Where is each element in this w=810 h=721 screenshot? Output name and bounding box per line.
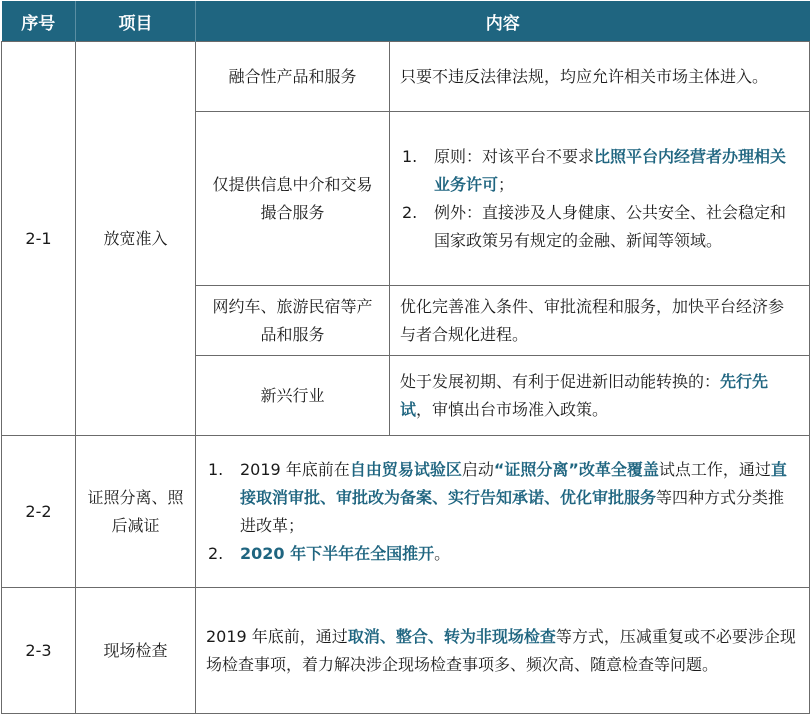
highlight-text: 先行先试 xyxy=(400,371,769,419)
sub-item-label: 融合性产品和服务 xyxy=(196,42,390,112)
content-text: 等方式，压减重复或不必要涉企现场检查事项，着力解决涉企现场检查事项多、频次高、随意检查等问题。 xyxy=(206,626,796,674)
row-number: 2-3 xyxy=(2,588,76,714)
sub-item-content: 优化完善准入条件、审批流程和服务，加快平台经济参与者合规化进程。 xyxy=(390,286,810,356)
content-list xyxy=(206,456,799,568)
table-header-row xyxy=(2,1,810,42)
table-row xyxy=(2,42,810,112)
list-text: 原则：对该平台不要求 xyxy=(434,146,595,166)
highlight-text: 自由贸易试验区 xyxy=(349,459,462,479)
header-number: 序号 xyxy=(2,1,76,42)
sub-item-label: 仅提供信息中介和交易撮合服务 xyxy=(196,112,390,286)
row-number: 2-2 xyxy=(2,436,76,588)
list-text: 启动 xyxy=(461,459,494,479)
list-number: 1. xyxy=(402,146,418,166)
list-text: ； xyxy=(498,174,515,194)
content-text: 处于发展初期、有利于促进新旧动能转换的： xyxy=(400,371,721,391)
table-row xyxy=(2,436,810,588)
list-item xyxy=(400,143,799,199)
content-text: ，审慎出台市场准入政策。 xyxy=(416,399,609,419)
list-text: 。 xyxy=(434,543,451,563)
row-item: 证照分离、照后减证 xyxy=(76,436,196,588)
list-number: 1. xyxy=(208,459,224,479)
list-item xyxy=(206,456,799,540)
list-number: 2. xyxy=(208,543,224,563)
list-item xyxy=(206,540,799,568)
row-item: 现场检查 xyxy=(76,588,196,714)
list-item xyxy=(400,199,799,255)
list-text: 例外：直接涉及人身健康、公共安全、社会稳定和国家政策另有规定的金融、新闻等领域。 xyxy=(434,202,787,250)
header-content: 内容 xyxy=(196,1,810,42)
sub-item-content xyxy=(390,112,810,286)
content-text: 2019 年底前，通过 xyxy=(206,626,348,646)
content-list xyxy=(400,143,799,255)
highlight-text: 比照平台内经营者办理相关业务许可 xyxy=(434,146,787,194)
list-text: 试点工作，通过 xyxy=(658,459,771,479)
sub-item-content xyxy=(390,356,810,436)
highlight-text: 取消、整合、转为非现场检查 xyxy=(347,626,556,646)
highlight-text: 2020 年下半年在全国推开 xyxy=(240,543,435,563)
row-number: 2-1 xyxy=(2,42,76,436)
sub-item-label: 新兴行业 xyxy=(196,356,390,436)
highlight-text: 直接取消审批、审批改为备案、实行告知承诺、优化审批服务 xyxy=(240,459,787,507)
header-item: 项目 xyxy=(76,1,196,42)
list-number: 2. xyxy=(402,202,418,222)
list-text: 2019 年底前在 xyxy=(240,459,350,479)
sub-item-content: 只要不违反法律法规，均应允许相关市场主体进入。 xyxy=(390,42,810,112)
highlight-text: “证照分离”改革全覆盖 xyxy=(493,459,659,479)
row-item: 放宽准入 xyxy=(76,42,196,436)
sub-item-label: 网约车、旅游民宿等产品和服务 xyxy=(196,286,390,356)
table-row xyxy=(2,588,810,714)
row-content xyxy=(196,436,810,588)
policy-table xyxy=(1,1,810,714)
list-text: 等四种方式分类推进改革； xyxy=(240,487,785,535)
row-content xyxy=(196,588,810,714)
